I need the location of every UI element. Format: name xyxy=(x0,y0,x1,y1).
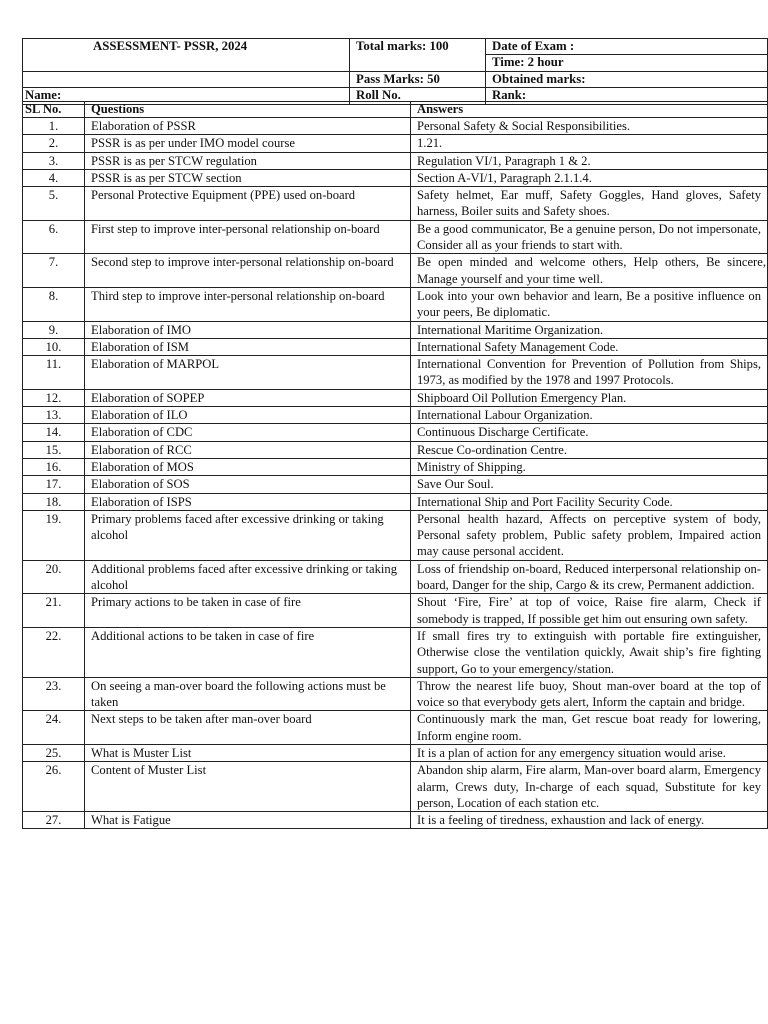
table-row xyxy=(23,220,768,254)
table-row xyxy=(23,711,768,745)
answer-text: Throw the nearest life buoy, Shout man-over board at the top of voice so that everybody gets alert, Inform the captain and bridge. xyxy=(411,677,768,711)
table-row xyxy=(23,510,768,560)
qa-table xyxy=(22,101,768,829)
serial-number: 13. xyxy=(23,407,85,424)
table-row xyxy=(23,254,768,288)
exam-title: ASSESSMENT- PSSR, 2024 xyxy=(23,39,350,72)
total-marks: Total marks: 100 xyxy=(350,39,486,72)
question-text: Second step to improve inter-personal relationship on-board xyxy=(85,254,411,288)
question-text: PSSR is as per STCW section xyxy=(85,169,411,186)
answer-text: Safety helmet, Ear muff, Safety Goggles, Hand gloves, Safety harness, Boiler suits and Safety shoes. xyxy=(411,187,768,221)
question-text: PSSR is as per STCW regulation xyxy=(85,152,411,169)
serial-number: 1. xyxy=(23,118,85,135)
question-text: Additional problems faced after excessive drinking or taking alcohol xyxy=(85,560,411,594)
table-row xyxy=(23,812,768,829)
serial-number: 23. xyxy=(23,677,85,711)
serial-number: 6. xyxy=(23,220,85,254)
table-row xyxy=(23,356,768,390)
answer-text: Be open minded and welcome others, Help others, Be sincere, Manage yourself and your time well. xyxy=(411,254,768,288)
question-text: Elaboration of CDC xyxy=(85,424,411,441)
serial-number: 19. xyxy=(23,510,85,560)
table-row xyxy=(23,118,768,135)
answer-text: It is a feeling of tiredness, exhaustion and lack of energy. xyxy=(411,812,768,829)
serial-number: 14. xyxy=(23,424,85,441)
question-text: Elaboration of IMO xyxy=(85,321,411,338)
serial-number: 21. xyxy=(23,594,85,628)
answer-text: Ministry of Shipping. xyxy=(411,458,768,475)
serial-number: 8. xyxy=(23,287,85,321)
question-text: What is Fatigue xyxy=(85,812,411,829)
answer-text: International Safety Management Code. xyxy=(411,338,768,355)
question-text: Elaboration of ISM xyxy=(85,338,411,355)
table-row xyxy=(23,169,768,186)
table-row xyxy=(23,476,768,493)
answer-text: Personal Safety & Social Responsibilities. xyxy=(411,118,768,135)
serial-number: 3. xyxy=(23,152,85,169)
question-text: Personal Protective Equipment (PPE) used on-board xyxy=(85,187,411,221)
table-row xyxy=(23,744,768,761)
serial-number: 17. xyxy=(23,476,85,493)
answer-text: Rescue Co-ordination Centre. xyxy=(411,441,768,458)
table-row xyxy=(23,152,768,169)
serial-number: 24. xyxy=(23,711,85,745)
answer-text: Be a good communicator, Be a genuine person, Do not impersonate, Consider all as your friends to start with. xyxy=(411,220,768,254)
table-row xyxy=(23,321,768,338)
question-text: First step to improve inter-personal relationship on-board xyxy=(85,220,411,254)
table-row xyxy=(23,627,768,677)
question-text: What is Muster List xyxy=(85,744,411,761)
answer-text: International Convention for Prevention of Pollution from Ships, 1973, as modified by the 1978 and 1997 Protocols. xyxy=(411,356,768,390)
rank-label: Rank: xyxy=(486,88,768,104)
serial-number: 27. xyxy=(23,812,85,829)
question-text: Elaboration of PSSR xyxy=(85,118,411,135)
table-row xyxy=(23,135,768,152)
serial-number: 15. xyxy=(23,441,85,458)
question-text: Primary actions to be taken in case of fire xyxy=(85,594,411,628)
answer-text: Look into your own behavior and learn, Be a positive influence on your peers, Be diplomatic. xyxy=(411,287,768,321)
question-text: Primary problems faced after excessive drinking or taking alcohol xyxy=(85,510,411,560)
serial-number: 5. xyxy=(23,187,85,221)
date-of-exam: Date of Exam : xyxy=(486,39,768,55)
table-row xyxy=(23,677,768,711)
serial-number: 10. xyxy=(23,338,85,355)
answer-text: Continuous Discharge Certificate. xyxy=(411,424,768,441)
table-row xyxy=(23,493,768,510)
table-row xyxy=(23,594,768,628)
answer-text: Section A-VI/1, Paragraph 2.1.1.4. xyxy=(411,169,768,186)
answer-text: Personal health hazard, Affects on perceptive system of body, Personal safety problem, Public safety problem, Impaired action may cause personal accident. xyxy=(411,510,768,560)
answer-text: Continuously mark the man, Get rescue boat ready for lowering, Inform engine room. xyxy=(411,711,768,745)
table-row xyxy=(23,389,768,406)
question-text: Elaboration of SOS xyxy=(85,476,411,493)
table-header-row xyxy=(23,102,768,118)
answer-text: If small fires try to extinguish with portable fire extinguisher, Otherwise close the ventilation quickly, Await ship’s fire fighting support, Go to your emergency/station. xyxy=(411,627,768,677)
question-text: On seeing a man-over board the following actions must be taken xyxy=(85,677,411,711)
question-text: Content of Muster List xyxy=(85,762,411,812)
question-text: PSSR is as per under IMO model course xyxy=(85,135,411,152)
table-row xyxy=(23,424,768,441)
question-text: Elaboration of MARPOL xyxy=(85,356,411,390)
answer-text: Abandon ship alarm, Fire alarm, Man-over board alarm, Emergency alarm, Crews duty, In-charge of each squad, Substitute for key person, Location of each station etc. xyxy=(411,762,768,812)
name-field-label: Name: xyxy=(23,88,350,104)
table-row xyxy=(23,187,768,221)
table-row xyxy=(23,338,768,355)
answer-text: Save Our Soul. xyxy=(411,476,768,493)
serial-number: 26. xyxy=(23,762,85,812)
exam-time: Time: 2 hour xyxy=(486,55,768,71)
serial-number: 7. xyxy=(23,254,85,288)
question-text: Elaboration of ISPS xyxy=(85,493,411,510)
question-text: Next steps to be taken after man-over board xyxy=(85,711,411,745)
serial-number: 18. xyxy=(23,493,85,510)
answer-text: Shipboard Oil Pollution Emergency Plan. xyxy=(411,389,768,406)
serial-number: 22. xyxy=(23,627,85,677)
answer-text: Shout ‘Fire, Fire’ at top of voice, Raise fire alarm, Check if somebody is trapped, If possible get him out ensuring own safety. xyxy=(411,594,768,628)
exam-header-table xyxy=(22,38,768,105)
obtained-marks: Obtained marks: xyxy=(486,71,768,87)
serial-number: 16. xyxy=(23,458,85,475)
answer-text: 1.21. xyxy=(411,135,768,152)
sl-no-header: SL No. xyxy=(23,102,85,118)
pass-marks: Pass Marks: 50 xyxy=(350,71,486,87)
table-row xyxy=(23,407,768,424)
serial-number: 4. xyxy=(23,169,85,186)
question-text: Additional actions to be taken in case of fire xyxy=(85,627,411,677)
answer-text: It is a plan of action for any emergency situation would arise. xyxy=(411,744,768,761)
header-blank-cell xyxy=(23,71,350,87)
table-row xyxy=(23,560,768,594)
answer-text: Loss of friendship on-board, Reduced interpersonal relationship on-board, Danger for the ship, Cargo & its crew, Permanent addiction. xyxy=(411,560,768,594)
questions-header: Questions xyxy=(85,102,411,118)
question-text: Elaboration of ILO xyxy=(85,407,411,424)
question-text: Elaboration of RCC xyxy=(85,441,411,458)
answer-text: International Maritime Organization. xyxy=(411,321,768,338)
table-row xyxy=(23,458,768,475)
serial-number: 9. xyxy=(23,321,85,338)
answer-text: International Ship and Port Facility Security Code. xyxy=(411,493,768,510)
answer-text: Regulation VI/1, Paragraph 1 & 2. xyxy=(411,152,768,169)
question-text: Elaboration of MOS xyxy=(85,458,411,475)
question-text: Third step to improve inter-personal relationship on-board xyxy=(85,287,411,321)
serial-number: 12. xyxy=(23,389,85,406)
serial-number: 2. xyxy=(23,135,85,152)
table-row xyxy=(23,287,768,321)
table-row xyxy=(23,762,768,812)
serial-number: 20. xyxy=(23,560,85,594)
answers-header: Answers xyxy=(411,102,768,118)
answer-text: International Labour Organization. xyxy=(411,407,768,424)
serial-number: 11. xyxy=(23,356,85,390)
roll-no-label: Roll No. xyxy=(350,88,486,104)
question-text: Elaboration of SOPEP xyxy=(85,389,411,406)
table-row xyxy=(23,441,768,458)
serial-number: 25. xyxy=(23,744,85,761)
